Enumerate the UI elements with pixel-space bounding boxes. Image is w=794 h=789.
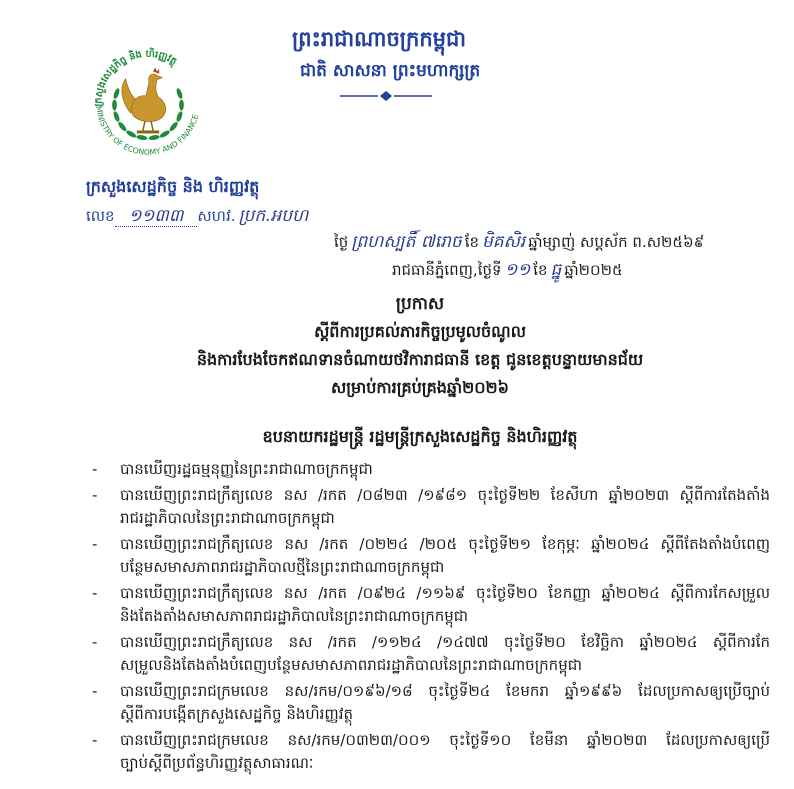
ministry-seal-logo bbox=[82, 36, 214, 168]
list-item bbox=[88, 631, 778, 677]
reference-suffix-handwritten: ប្រក.អបហ bbox=[238, 206, 309, 226]
month-handwritten: ធ្នូ bbox=[550, 260, 562, 280]
list-item bbox=[88, 484, 778, 530]
reference-number-line bbox=[86, 205, 311, 230]
rooster-emblem-icon bbox=[122, 67, 166, 133]
title-line-1: ស្តីពីការប្រគល់ភារកិច្ចប្រមូលចំណូល bbox=[314, 322, 526, 341]
bullet-dash: - bbox=[92, 535, 98, 553]
bullet-dash: - bbox=[92, 633, 98, 651]
lunar-month-handwritten: មិគសិរ bbox=[482, 232, 526, 252]
reference-number-handwritten: ១១៣៣ bbox=[115, 206, 198, 227]
list-item-line: បានឃើញរដ្ឋធម្មនុញ្ញនៃព្រះរាជាណាចក្រកម្ពុជា bbox=[120, 460, 373, 478]
month-label: ខែ bbox=[533, 261, 548, 279]
signatory-title: ឧបនាយករដ្ឋមន្ត្រី រដ្ឋមន្ត្រីក្រសួងសេដ្ឋកិច្ច និងហិរញ្ញវត្ថុ bbox=[262, 427, 578, 446]
list-item bbox=[88, 729, 778, 775]
lunar-month-label: ខែ bbox=[464, 233, 480, 251]
list-item-line: ស្តីពីការបង្កើតក្រសួងសេដ្ឋកិច្ច និងហិរញ្ញវត្ថុ bbox=[120, 705, 353, 723]
list-item bbox=[88, 533, 778, 579]
place-day-label: រាជធានីភ្នំពេញ,ថ្ងៃទី bbox=[392, 261, 502, 279]
list-item-line: រាជរដ្ឋាភិបាលនៃព្រះរាជាណាចក្រកម្ពុជា bbox=[120, 509, 335, 527]
list-item-line: បានឃើញព្រះរាជក្រមលេខ នស/រកម/០១៩៦/១៨ ចុះថ្ងៃទី២៤ ខែមករា ឆ្នាំ១៩៩៦ ដែលប្រកាសឲ្យប្រើច្បាប់ bbox=[120, 682, 770, 700]
list-item-line: បានឃើញព្រះរាជក្រឹត្យលេខ នស /រកត /០៩២៤ /១១៦៩ ចុះថ្ងៃទី២០ ខែកញ្ញា ឆ្នាំ២០២៤ ស្តីពីការកែសម្រួល bbox=[120, 584, 770, 602]
national-motto: ជាតិ សាសនា ព្រះមហាក្សត្រ bbox=[300, 61, 481, 81]
list-item bbox=[88, 680, 778, 726]
lunar-day-label: ថ្ងៃ bbox=[334, 233, 349, 251]
bullet-dash: - bbox=[92, 460, 98, 478]
bullet-dash: - bbox=[92, 682, 98, 700]
ministry-name: ក្រសួងសេដ្ឋកិច្ច និង ហិរញ្ញវត្ថុ bbox=[86, 177, 260, 196]
bullet-dash: - bbox=[92, 486, 98, 504]
title-line-2: និងការបែងចែកឥណទានចំណាយថវិការាជធានី ខេត្ត ជូនខេត្តបន្ទាយមានជ័យ bbox=[196, 350, 644, 369]
list-item-line: និងតែងតាំងសមាសភាពរាជរដ្ឋាភិបាលនៃព្រះរាជាណាចក្រកម្ពុជា bbox=[120, 607, 469, 625]
lunar-day-handwritten: ព្រហស្បតិ៍ ៧រោច bbox=[351, 232, 462, 252]
day-handwritten: ១១ bbox=[504, 260, 531, 280]
solar-date-line bbox=[392, 259, 623, 284]
list-item-line: ច្បាប់ស្តីពីប្រព័ន្ធហិរញ្ញវត្ថុសាធារណៈ bbox=[120, 754, 314, 772]
title-heading: ប្រកាស bbox=[395, 294, 445, 314]
list-item-line: បានឃើញព្រះរាជក្រឹត្យលេខ នស /រកត /០៨២៣ /១៩៨១ ចុះថ្ងៃទី២២ ខែសីហា ឆ្នាំ២០២៣ ស្តីពីការតែងតាំង bbox=[120, 486, 770, 504]
header-ornament bbox=[338, 90, 434, 102]
seal-khmer-ring-text: ក្រសួងសេដ្ឋកិច្ច និង ហិរញ្ញវត្ថុ bbox=[93, 48, 179, 107]
list-item-line: សម្រួលនិងតែងតាំងបំពេញបន្ថែមសមាសភាពរាជរដ្ឋាភិបាលនៃព្រះរាជាណាចក្រកម្ពុជា bbox=[120, 656, 583, 674]
reference-code: សហវ. bbox=[197, 207, 236, 225]
considerations-list bbox=[88, 458, 778, 778]
document-title bbox=[60, 290, 780, 402]
list-item bbox=[88, 582, 778, 628]
year: ឆ្នាំ២០២៥ bbox=[564, 261, 623, 279]
bullet-dash: - bbox=[92, 731, 98, 749]
kingdom-heading: ព្រះរាជាណាចក្រកម្ពុជា bbox=[292, 27, 467, 51]
list-item-line: បានឃើញព្រះរាជក្រមលេខ នស/រកម/០៣២៣/០០១ ចុះថ្ងៃទី១០ ខែមីនា ឆ្នាំ២០២៣ ដែលប្រកាសឲ្យប្រើ bbox=[120, 731, 770, 749]
reference-label: លេខ bbox=[86, 207, 115, 225]
lunar-year: ឆ្នាំម្សាញ់ សប្តស័ក ព.ស២៥៦៩ bbox=[528, 233, 705, 251]
seal-english-ring-text: MINISTRY OF ECONOMY AND FINANCE bbox=[94, 105, 201, 157]
bullet-dash: - bbox=[92, 584, 98, 602]
list-item-line: បានឃើញព្រះរាជក្រឹត្យលេខ នស /រកត /១១២៤ /១៤៧៧ ចុះថ្ងៃទី២០ ខែវិច្ឆិកា ឆ្នាំ២០២៤ ស្តីពីការកែ bbox=[120, 633, 770, 651]
list-item-line: បន្ថែមសមាសភាពរាជរដ្ឋាភិបាលថ្មីនៃព្រះរាជាណាចក្រកម្ពុជា bbox=[120, 558, 445, 576]
list-item-line: បានឃើញព្រះរាជក្រឹត្យលេខ នស /រកត /០២២៤ /២០៥ ចុះថ្ងៃទី២១ ខែកុម្ភៈ ឆ្នាំ២០២៤ ស្តីពីតែងតាំងបំពេញ bbox=[120, 535, 770, 553]
title-line-3: សម្រាប់ការគ្រប់គ្រងឆ្នាំ២០២៦ bbox=[331, 378, 509, 397]
lunar-date-line bbox=[334, 231, 704, 256]
list-item bbox=[88, 458, 778, 481]
